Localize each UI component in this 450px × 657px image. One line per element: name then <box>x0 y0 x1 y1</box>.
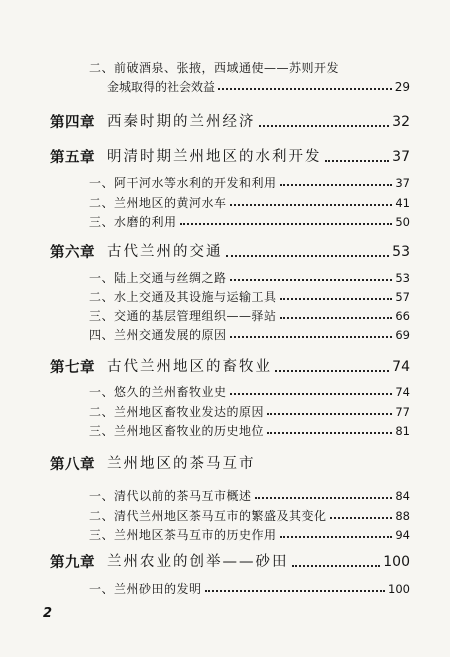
toc-leader <box>230 204 393 206</box>
toc-entry-title: 二、水上交通及其设施与运输工具 <box>89 290 277 304</box>
toc-page-number: 84 <box>395 489 410 503</box>
toc-leader <box>230 279 393 281</box>
toc-entry-title: 二、兰州地区的黄河水车 <box>89 196 227 210</box>
toc-section[interactable] <box>89 528 410 542</box>
toc-leader <box>205 590 386 592</box>
toc-leader <box>280 184 393 186</box>
toc-page-number: 77 <box>395 405 410 419</box>
toc-section[interactable] <box>89 309 410 323</box>
toc-leader <box>226 255 390 257</box>
chapter-title: 西秦时期的兰州经济 <box>107 114 256 130</box>
toc-page-number: 69 <box>395 328 410 342</box>
chapter-label: 第七章 <box>50 359 95 376</box>
toc-leader <box>218 88 392 90</box>
toc-section[interactable] <box>89 405 410 419</box>
toc-section[interactable] <box>89 271 410 285</box>
toc-leader <box>325 160 390 162</box>
toc-page-number: 88 <box>395 509 410 523</box>
toc-page-number: 53 <box>392 244 410 260</box>
chapter-title: 兰州农业的创举——砂田 <box>107 554 289 570</box>
toc-entry-title: 三、交通的基层管理组织——驿站 <box>89 309 277 323</box>
chapter-title: 古代兰州地区的畜牧业 <box>107 359 272 375</box>
toc-entry-title: 三、兰州地区畜牧业的历史地位 <box>89 424 265 438</box>
toc-leader <box>259 125 390 127</box>
toc-page-number: 94 <box>395 528 410 542</box>
chapter-label: 第四章 <box>50 114 95 131</box>
chapter-label: 第五章 <box>50 149 95 166</box>
toc-page-number: 29 <box>394 80 410 94</box>
toc-entry-title: 一、悠久的兰州畜牧业史 <box>89 385 227 399</box>
toc-entry-continuation[interactable] <box>107 80 410 94</box>
chapter-label: 第八章 <box>50 456 95 473</box>
toc-entry-title: 一、阿干河水等水利的开发和利用 <box>89 176 277 190</box>
toc-chapter-5[interactable] <box>50 149 410 166</box>
chapter-label: 第九章 <box>50 554 95 571</box>
chapter-title: 明清时期兰州地区的水利开发 <box>107 149 322 165</box>
toc-entry[interactable] <box>89 61 410 75</box>
toc-leader <box>230 393 393 395</box>
toc-leader <box>292 565 381 567</box>
toc-leader <box>330 517 393 519</box>
toc-leader <box>267 413 392 415</box>
chapter-title: 古代兰州的交通 <box>107 244 223 260</box>
toc-entry-title: 三、水磨的利用 <box>89 215 177 229</box>
toc-page-number: 37 <box>392 149 410 165</box>
toc-section[interactable] <box>89 215 410 229</box>
chapter-title: 兰州地区的茶马互市 <box>107 456 256 472</box>
toc-section[interactable] <box>89 176 410 190</box>
toc-page-number: 66 <box>395 309 410 323</box>
toc-section[interactable] <box>89 290 410 304</box>
toc-entry-title: 二、兰州地区畜牧业发达的原因 <box>89 405 265 419</box>
toc-entry-title: 三、兰州地区茶马互市的历史作用 <box>89 528 277 542</box>
chapter-label: 第六章 <box>50 244 95 261</box>
toc-page-number: 100 <box>383 554 410 570</box>
toc-chapter-6[interactable] <box>50 244 410 261</box>
toc-leader <box>280 536 393 538</box>
toc-entry-title: 四、兰州交通发展的原因 <box>89 328 227 342</box>
toc-page-number: 81 <box>395 424 410 438</box>
toc-page-number: 74 <box>392 359 410 375</box>
toc-page-number: 32 <box>392 114 410 130</box>
toc-leader <box>275 370 389 372</box>
toc-entry-title: 二、前破酒泉、张掖，西域通使——苏则开发 <box>89 61 340 75</box>
toc-page-number: 50 <box>395 215 410 229</box>
toc-section[interactable] <box>89 196 410 210</box>
toc-section[interactable] <box>89 424 410 438</box>
toc-entry-title: 金城取得的社会效益 <box>107 80 216 94</box>
toc-entry-title: 一、清代以前的茶马互市概述 <box>89 489 252 503</box>
toc-entry-title: 二、清代兰州地区茶马互市的繁盛及其变化 <box>89 509 327 523</box>
toc-page-number: 100 <box>388 582 410 596</box>
toc-entry-title: 一、陆上交通与丝绸之路 <box>89 271 227 285</box>
toc-leader <box>180 223 393 225</box>
toc-leader <box>267 432 392 434</box>
toc-leader <box>230 336 393 338</box>
toc-page-number: 57 <box>395 290 410 304</box>
toc-page-number: 41 <box>395 196 410 210</box>
toc-section[interactable] <box>89 328 410 342</box>
toc-leader <box>255 497 393 499</box>
toc-page-number: 53 <box>395 271 410 285</box>
toc-page-number: 37 <box>395 176 410 190</box>
toc-chapter-8[interactable] <box>50 456 410 473</box>
toc-section[interactable] <box>89 385 410 399</box>
toc-section[interactable] <box>89 489 410 503</box>
page-number: 2 <box>43 606 53 621</box>
toc-leader <box>280 298 393 300</box>
toc-section[interactable] <box>89 509 410 523</box>
toc-leader <box>280 317 393 319</box>
toc-page-number: 74 <box>395 385 410 399</box>
toc-section[interactable] <box>89 582 410 596</box>
toc-entry-title: 一、兰州砂田的发明 <box>89 582 202 596</box>
toc-chapter-4[interactable] <box>50 114 410 131</box>
toc-chapter-9[interactable] <box>50 554 410 571</box>
toc-chapter-7[interactable] <box>50 359 410 376</box>
